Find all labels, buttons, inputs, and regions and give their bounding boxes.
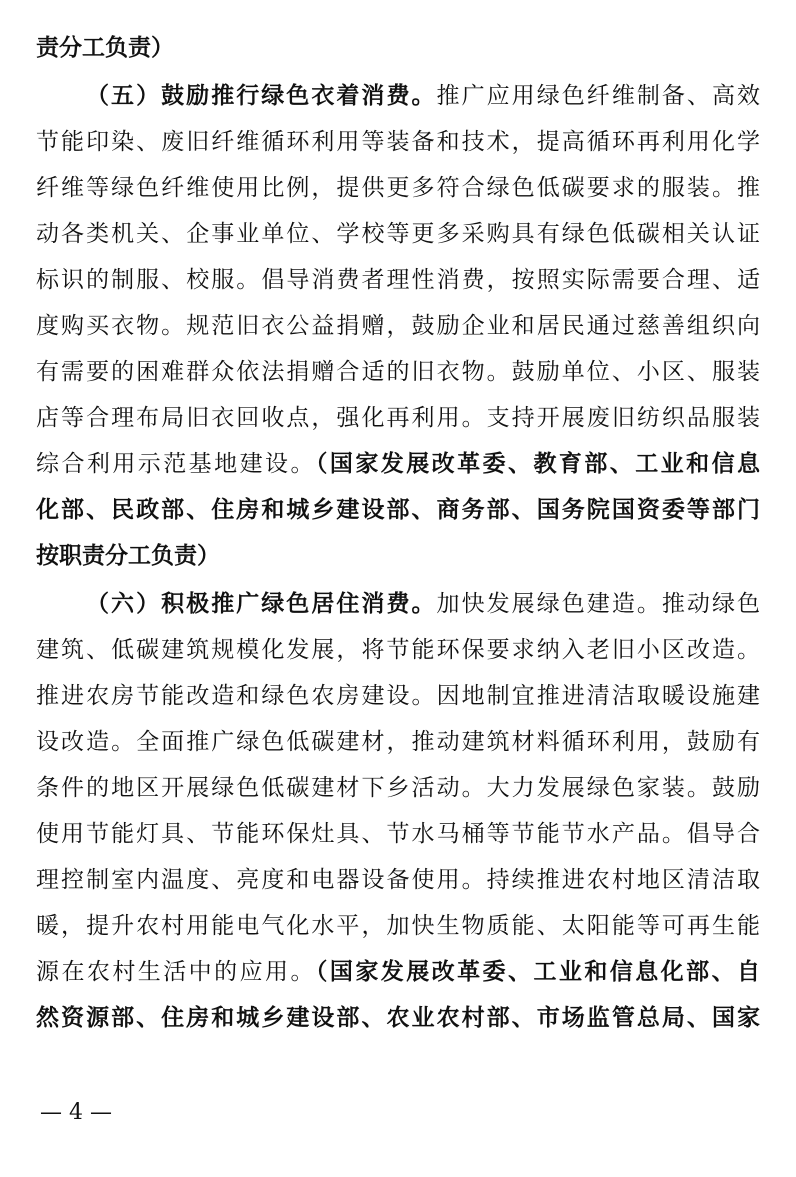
text-line-2: （五）鼓励推行绿色衣着消费。推广应用绿色纤维制备、高效 — [86, 83, 760, 109]
text-line-20: 暖，提升农村用能电气化水平，加快生物质能、太阳能等可再生能 — [36, 913, 760, 939]
text-line-14: 建筑、低碳建筑规模化发展，将节能环保要求纳入老旧小区改造。 — [36, 637, 760, 663]
text-line-5: 动各类机关、企事业单位、学校等更多采购具有绿色低碳相关认证 — [36, 221, 760, 247]
text-line-7: 度购买衣物。规范旧衣公益捐赠，鼓励企业和居民通过慈善组织向 — [36, 313, 760, 339]
text-line-9: 店等合理布局旧衣回收点，强化再利用。支持开展废旧纺织品服装 — [36, 405, 760, 431]
text-line-22: 然资源部、住房和城乡建设部、农业农村部、市场监管总局、国家 — [36, 1005, 760, 1031]
text-line-11: 化部、民政部、住房和城乡建设部、商务部、国务院国资委等部门 — [36, 497, 760, 523]
text-line-17: 条件的地区开展绿色低碳建材下乡活动。大力发展绿色家装。鼓励 — [36, 775, 760, 801]
text-line-21: 源在农村生活中的应用。（国家发展改革委、工业和信息化部、自 — [36, 959, 760, 985]
text-line-15: 推进农房节能改造和绿色农房建设。因地制宜推进清洁取暖设施建 — [36, 683, 760, 709]
text-line-13: （六）积极推广绿色居住消费。加快发展绿色建造。推动绿色 — [86, 591, 760, 617]
text-line-4: 纤维等绿色纤维使用比例，提供更多符合绿色低碳要求的服装。推 — [36, 175, 760, 201]
text-line-6: 标识的制服、校服。倡导消费者理性消费，按照实际需要合理、适 — [36, 267, 760, 293]
page-number: — 4 — — [40, 1100, 112, 1125]
text-line-18: 使用节能灯具、节能环保灶具、节水马桶等节能节水产品。倡导合 — [36, 821, 760, 847]
text-line-1: 责分工负责） — [36, 35, 174, 61]
text-line-8: 有需要的困难群众依法捐赠合适的旧衣物。鼓励单位、小区、服装 — [36, 359, 760, 385]
text-line-10: 综合利用示范基地建设。（国家发展改革委、教育部、工业和信息 — [36, 451, 760, 477]
text-line-19: 理控制室内温度、亮度和电器设备使用。持续推进农村地区清洁取 — [36, 867, 760, 893]
text-line-12: 按职责分工负责） — [36, 543, 220, 569]
text-line-16: 设改造。全面推广绿色低碳建材，推动建筑材料循环利用，鼓励有 — [36, 729, 760, 755]
text-line-3: 节能印染、废旧纤维循环利用等装备和技术，提高循环再利用化学 — [36, 129, 760, 155]
